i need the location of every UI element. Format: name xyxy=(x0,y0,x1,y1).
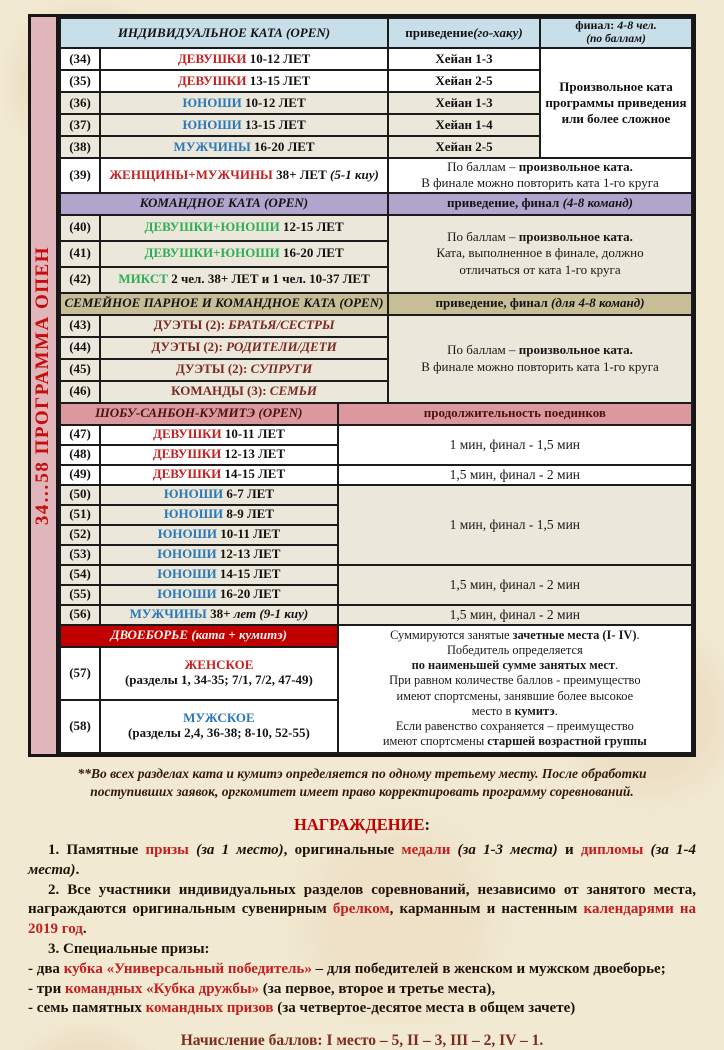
row-number: (45) xyxy=(60,359,100,381)
row-number: (49) xyxy=(60,465,100,485)
category-cell: ЮНОШИ 14-15 ЛЕТ xyxy=(100,565,338,585)
kata-cell: Хейан 1-3 xyxy=(388,48,540,70)
rule-note-cell: По баллам – произвольное ката. В финале можно повторить ката 1-го круга xyxy=(388,315,692,403)
section-header-individual-kata xyxy=(60,18,692,48)
row-number: (37) xyxy=(60,114,100,136)
section-right-header: приведение, финал (для 4-8 команд) xyxy=(388,293,692,315)
row-number: (57) xyxy=(60,647,100,700)
row-number: (34) xyxy=(60,48,100,70)
category-cell: ДЕВУШКИ 14-15 ЛЕТ xyxy=(100,465,338,485)
row-number: (55) xyxy=(60,585,100,605)
table-row-49 xyxy=(60,465,692,485)
program-grid xyxy=(59,17,693,754)
final-note-cell: Произвольное ката программы приведения или более сложное xyxy=(540,48,692,158)
row-number: (50) xyxy=(60,485,100,505)
table-row-40 xyxy=(60,215,692,241)
award-item-prizes: 1. Памятные призы (за 1 место), оригинальные медали (за 1-3 места) и дипломы (за 1-4 места). xyxy=(28,841,696,878)
section-title: ДВОЕБОРЬЕ (ката + кумитэ) xyxy=(60,625,338,647)
row-number: (40) xyxy=(60,215,100,241)
scoring-rule: Начисление баллов: I место – 5, II – 3, III – 2, IV – 1. xyxy=(180,1032,544,1050)
kata-cell: Хейан 2-5 xyxy=(388,70,540,92)
section-title: КОМАНДНОЕ КАТА (OPEN) xyxy=(60,193,388,215)
duration-cell: 1,5 мин, финал - 2 мин xyxy=(338,605,692,625)
row-number: (48) xyxy=(60,445,100,465)
table-row-47 xyxy=(60,425,692,445)
section-header-kumite xyxy=(60,403,692,425)
row-number: (42) xyxy=(60,267,100,293)
category-cell: ДЕВУШКИ 10-11 ЛЕТ xyxy=(100,425,338,445)
row-number: (52) xyxy=(60,525,100,545)
program-range-sidebar xyxy=(31,17,59,754)
category-cell: МУЖЧИНЫ 38+ лет (9-1 киу) xyxy=(100,605,338,625)
category-cell: ЖЕНСКОЕ (разделы 1, 34-35; 7/1, 7/2, 47-49) xyxy=(100,647,338,700)
row-number: (51) xyxy=(60,505,100,525)
table-row-43 xyxy=(60,315,692,337)
rule-note-cell: По баллам – произвольное ката. Ката, выполненное в финале, должно отличаться от ката 1-го круга xyxy=(388,215,692,293)
award-item-special: 3. Специальные призы: xyxy=(48,940,210,957)
duration-cell: 1 мин, финал - 1,5 мин xyxy=(338,485,692,565)
rule-note-cell: По баллам – произвольное ката. В финале можно повторить ката 1-го круга xyxy=(388,158,692,193)
kata-cell: Хейан 1-4 xyxy=(388,114,540,136)
category-cell: ДУЭТЫ (2): СУПРУГИ xyxy=(100,359,388,381)
section-right-header: приведение, финал (4-8 команд) xyxy=(388,193,692,215)
footnote: **Во всех разделах ката и кумитэ определяется по одному третьему месту. После обработки поступивших заявок, оргкомитет имеет право корректировать программу соревнований. xyxy=(77,765,647,799)
final-header: финал: 4-8 чел. (по баллам) xyxy=(540,18,692,48)
row-number: (44) xyxy=(60,337,100,359)
biathlon-rules-cell: Суммируются занятые зачетные места (I- IV). Победитель определяется по наименьшей сумме занятых мест. При равном количестве баллов - преимущество имеют спортсмены, занявшие более высокое место в кумитэ. Если равенство сохраняется – преимущество имеют спортсмены старшей возрастной группы xyxy=(338,625,692,753)
row-number: (47) xyxy=(60,425,100,445)
category-cell: ЖЕНЩИНЫ+МУЖЧИНЫ 38+ ЛЕТ (5-1 киу) xyxy=(100,158,388,193)
table-row-54 xyxy=(60,565,692,585)
row-number: (54) xyxy=(60,565,100,585)
section-header-team-kata xyxy=(60,193,692,215)
program-range-label: 34…58 ПРОГРАММА ОПЕН xyxy=(32,245,54,525)
award-bullet-universal-winner: - два кубка «Универсальный победитель» – для победителей в женском и мужском двоеборье; xyxy=(28,960,666,977)
row-number: (46) xyxy=(60,381,100,403)
category-cell: ЮНОШИ 16-20 ЛЕТ xyxy=(100,585,338,605)
category-cell: ДЕВУШКИ 10-12 ЛЕТ xyxy=(100,48,388,70)
row-number: (36) xyxy=(60,92,100,114)
section-title: ШОБУ-САНБОН-КУМИТЭ (OPEN) xyxy=(60,403,338,425)
category-cell: МУЖЧИНЫ 16-20 ЛЕТ xyxy=(100,136,388,158)
awards-heading: НАГРАЖДЕНИЕ: xyxy=(294,814,430,834)
kata-cell: Хейан 1-3 xyxy=(388,92,540,114)
section-right-header: продолжительность поединков xyxy=(338,403,692,425)
category-cell: ЮНОШИ 8-9 ЛЕТ xyxy=(100,505,338,525)
category-cell: ДЕВУШКИ 12-13 ЛЕТ xyxy=(100,445,338,465)
table-row-34 xyxy=(60,48,692,70)
category-cell: КОМАНДЫ (3): СЕМЬИ xyxy=(100,381,388,403)
category-cell: ЮНОШИ 10-11 ЛЕТ xyxy=(100,525,338,545)
category-cell: ДУЭТЫ (2): БРАТЬЯ/СЕСТРЫ xyxy=(100,315,388,337)
row-number: (38) xyxy=(60,136,100,158)
prep-header: приведение(го-хаку) xyxy=(388,18,540,48)
program-table xyxy=(28,14,696,757)
section-header-biathlon xyxy=(60,625,692,647)
award-item-souvenirs: 2. Все участники индивидуальных разделов соревнований, независимо от занятого места, награждаются оригинальным сувенирным брелком, карманным и настенным календарями на 2019 год. xyxy=(28,881,697,938)
category-cell: МУЖСКОЕ (разделы 2,4, 36-38; 8-10, 52-55) xyxy=(100,700,338,753)
section-title: ИНДИВИДУАЛЬНОЕ КАТА (OPEN) xyxy=(60,18,388,48)
page xyxy=(28,14,696,1050)
kata-cell: Хейан 2-5 xyxy=(388,136,540,158)
table-row-50 xyxy=(60,485,692,505)
duration-cell: 1 мин, финал - 1,5 мин xyxy=(338,425,692,465)
category-cell: ЮНОШИ 6-7 ЛЕТ xyxy=(100,485,338,505)
category-cell: ДЕВУШКИ 13-15 ЛЕТ xyxy=(100,70,388,92)
award-bullet-team-prizes: - семь памятных командных призов (за четвертое-десятое места в общем зачете) xyxy=(28,1000,576,1017)
category-cell: ЮНОШИ 10-12 ЛЕТ xyxy=(100,92,388,114)
category-cell: ЮНОШИ 12-13 ЛЕТ xyxy=(100,545,338,565)
duration-cell: 1,5 мин, финал - 2 мин xyxy=(338,465,692,485)
category-cell: ДУЭТЫ (2): РОДИТЕЛИ/ДЕТИ xyxy=(100,337,388,359)
row-number: (35) xyxy=(60,70,100,92)
award-bullet-friendship-cups: - три командных «Кубка дружбы» (за первое, второе и третье места), xyxy=(28,980,496,997)
row-number: (56) xyxy=(60,605,100,625)
duration-cell: 1,5 мин, финал - 2 мин xyxy=(338,565,692,605)
category-cell: ДЕВУШКИ+ЮНОШИ 16-20 ЛЕТ xyxy=(100,241,388,267)
row-number: (41) xyxy=(60,241,100,267)
table-row-56 xyxy=(60,605,692,625)
row-number: (58) xyxy=(60,700,100,753)
row-number: (53) xyxy=(60,545,100,565)
table-row-39 xyxy=(60,158,692,193)
category-cell: ДЕВУШКИ+ЮНОШИ 12-15 ЛЕТ xyxy=(100,215,388,241)
category-cell: ЮНОШИ 13-15 ЛЕТ xyxy=(100,114,388,136)
row-number: (43) xyxy=(60,315,100,337)
section-title: СЕМЕЙНОЕ ПАРНОЕ И КОМАНДНОЕ КАТА (OPEN) xyxy=(60,293,388,315)
row-number: (39) xyxy=(60,158,100,193)
section-header-family-kata xyxy=(60,293,692,315)
category-cell: МИКСТ 2 чел. 38+ ЛЕТ и 1 чел. 10-37 ЛЕТ xyxy=(100,267,388,293)
